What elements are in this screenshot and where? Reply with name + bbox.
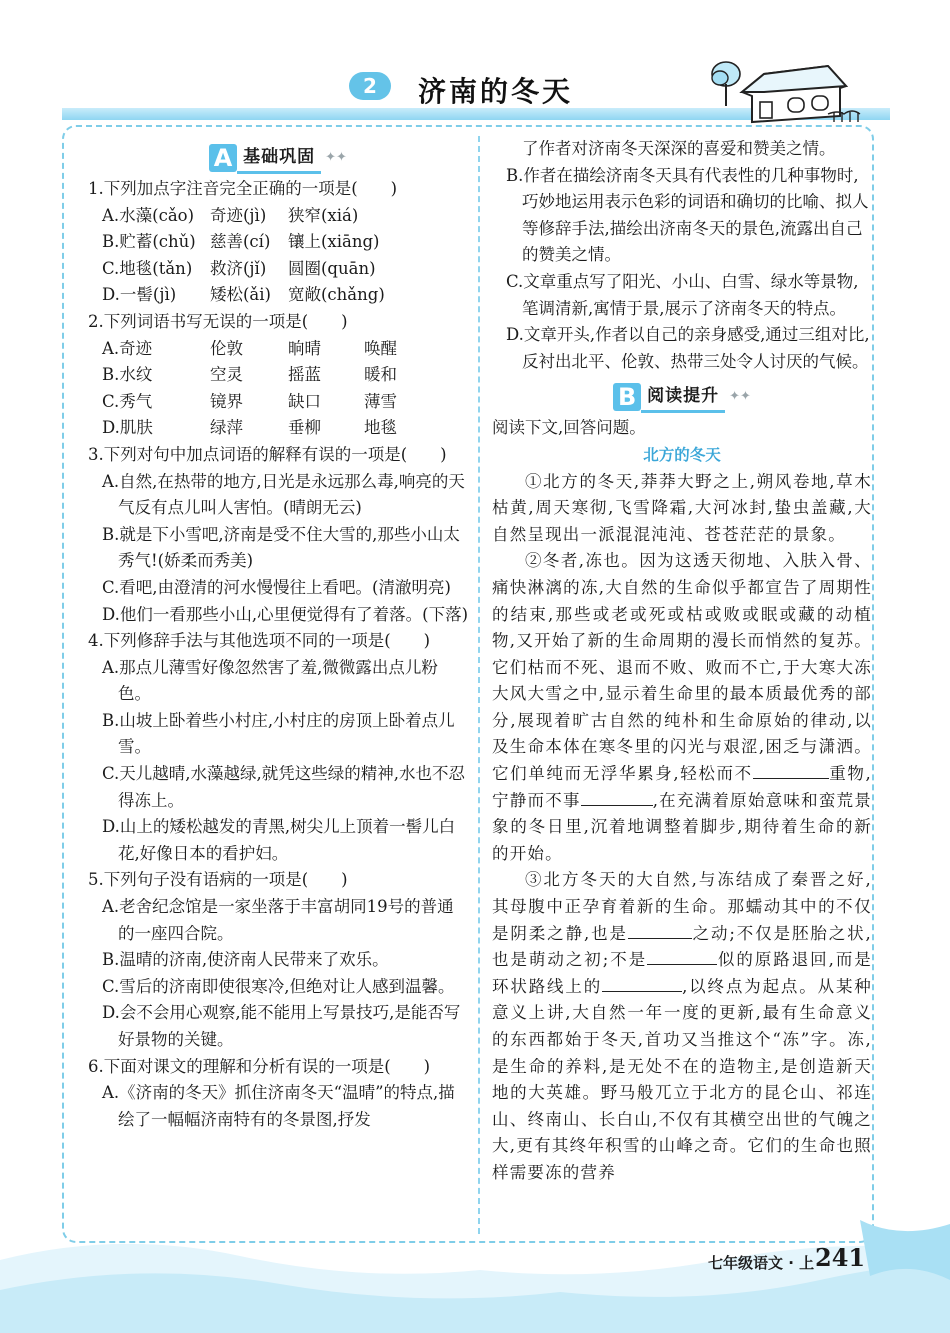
q6-option-c: C.文章重点写了阳光、小山、白雪、绿水等景物,笔调清新,寓情于景,展示了济南冬天的特点。 [506,271,859,318]
article-paragraph-1: ①北方的冬天,莽莽大野之上,朔风卷地,草木枯黄,周天寒彻,飞雪降霜,大河冰封,蛰虫盖藏,大自然呈现出一派混混沌沌、苍苍茫茫的景象。 [492,471,872,544]
answer-blank-2[interactable] [581,789,617,806]
q6-option-a-continued: 了作者对济南冬天深深的喜爱和赞美之情。 [522,139,836,158]
q2-c2: 镜界 [210,391,243,411]
footer-grade-label: 七年级语文 · 上 [708,1254,815,1272]
house-illustration-icon [708,56,868,132]
column-divider [478,136,480,1234]
q5-option-a: A.老舍纪念馆是一家坐落于丰富胡同19号的普通的一座四合院。 [102,897,454,943]
q1-row-d [88,282,468,309]
lesson-number-badge: 2 [349,72,391,100]
answer-blank-3[interactable] [628,922,692,939]
article-paragraph-2 [492,548,872,867]
q2-options [88,336,468,442]
q2-row-b [88,362,468,389]
q1-c2: 救济(jǐ) [210,258,267,278]
page-number: 241 [815,1243,866,1272]
article-title: 北方的冬天 [643,445,721,464]
q2-b1: B.水纹 [102,365,153,385]
q2-c4: 薄雪 [364,391,397,411]
p2-text-1: ②冬者,冻也。因为这透天彻地、入肤入骨、痛快淋漓的冻,大自然的生命似乎都宣告了周期性的结束,那些或老或死或枯或败或眠或藏的动植物,又开始了新的生命周期的漫长而悄然的复苏。它们枯而不死、退而不败、败而不亡,于大寒大冻大风大雪之中,显示着生命里的最本质最优秀的部分,展现着旷古自然的纯朴和生命原始的律动,以及生命本体在寒冬里的闪光与艰涩,困乏与潇洒。它们单纯而无浮华累身,轻松而不 [492,551,872,784]
q3-option-a: A.自然,在热带的地方,日光是永远那么毒,响亮的天气反有点儿叫人害怕。(晴朗无云) [102,471,465,518]
answer-blank-4[interactable] [647,948,717,965]
q2-row-d [88,415,468,442]
article-paragraph-3 [492,867,872,1186]
q1-d2: 矮松(ǎi) [210,285,271,305]
q1-a1: A.水藻(cǎo) [102,205,195,225]
article-body [492,469,872,1187]
q6-option-a: A.《济南的冬天》抓住济南冬天“温晴”的特点,描绘了一幅幅济南特有的冬景图,抒发 [102,1083,455,1129]
q2-b4: 暖和 [364,365,397,385]
q5-option-c: C.雪后的济南即使很寒冷,但绝对让人感到温馨。 [102,976,455,996]
section-a-heading [88,140,468,176]
q2-c1: C.秀气 [102,391,153,411]
q1-row-a [88,203,468,230]
left-column [88,136,468,1133]
q2-row-c [88,389,468,416]
p2-text-3: ,在充满着原始意味和蛮荒景象的冬日里,沉着地调整着脚步,期待着生命的新的开始。 [492,790,873,863]
q5-option-b: B.温晴的济南,使济南人民带来了欢乐。 [102,950,389,970]
q2-a3: 晌晴 [288,338,321,358]
answer-blank-5[interactable] [602,975,682,992]
q1-b1: B.贮蓄(chǔ) [102,232,196,252]
q2-d1: D.肌肤 [102,418,153,438]
q1-b3: 镶上(xiāng) [288,232,380,252]
q2-d2: 绿萍 [210,418,243,438]
q1-b2: 慈善(cí) [210,232,271,252]
q4-option-a: A.那点儿薄雪好像忽然害了羞,微微露出点儿粉色。 [102,657,438,704]
q2-stem: 2.下列词语书写无误的一项是( ) [88,311,348,331]
p3-text-2: 之动;不仅是胚胎之状,也是萌动之初;不是 [492,923,872,970]
q3-option-d: D.他们一看那些小山,心里便觉得有了着落。(下落) [102,604,469,624]
section-a-title: 基础巩固 [237,143,321,174]
p3-text-3: 似的原路退回,而是环状路线上的 [492,950,872,996]
q3-stem: 3.下列对句中加点词语的解释有误的一项是( ) [88,444,447,464]
q1-c1: C.地毯(tǎn) [102,258,193,278]
q3-option-c: C.看吧,由澄清的河水慢慢往上看吧。(清澈明亮) [102,577,451,597]
q2-a2: 伦敦 [210,338,243,358]
q1-a3: 狭窄(xiá) [288,205,359,225]
q5-option-d: D.会不会用心观察,能不能用上写景技巧,是能否写好景物的关键。 [102,1003,461,1049]
q1-row-c [88,256,468,283]
q2-a4: 唤醒 [364,338,397,358]
q1-stem: 1.下列加点字注音完全正确的一项是( ) [88,179,398,198]
q1-d3: 宽敞(chǎng) [288,285,385,305]
section-b-badge: B [613,383,641,411]
q1-c3: 圆圈(quān) [288,258,376,278]
answer-blank-2b[interactable] [617,789,653,806]
q6-option-b: B.作者在描绘济南冬天具有代表性的几种事物时,巧妙地运用表示色彩的词语和确切的比喻、拟人等修辞手法,描绘出济南冬天的景色,流露出自己的赞美之情。 [506,165,869,265]
footer-wave-decoration [0,1220,950,1333]
p3-text-4: ,以终点为起点。从某种意义上讲,大自然一年一度的更新,最有生命意义的东西都始于冬天,首功又当推这个“冻”字。冻,是生命的养料,是无处不在的造物主,是创造新天地的大英雄。野马般兀立于北方的昆仑山、祁连山、终南山、长白山,不仅有其横空出世的气魄之大,更有其终年积雪的山峰之奇。它们的生命也照样需要冻的营养 [492,976,873,1182]
lesson-title: 济南的冬天 [418,75,574,108]
q2-a1: A.奇迹 [102,338,153,358]
q4-option-d: D.山上的矮松越发的青黑,树尖儿上顶着一髻儿白花,好像日本的看护妇。 [102,817,456,863]
q4-option-b: B.山坡上卧着些小村庄,小村庄的房顶上卧着点儿雪。 [102,710,455,757]
q2-c3: 缺口 [288,391,321,411]
reading-intro: 阅读下文,回答问题。 [492,418,646,438]
p3-text-1: ③北方冬天的大自然,与冻结成了秦晋之好,其母腹中正孕育着新的生命。那蠕动其中的不仅是阴柔之静,也是 [492,870,872,943]
section-b-heading [492,379,872,415]
q2-b2: 空灵 [210,365,243,385]
q1-row-b [88,229,468,256]
right-column [492,136,872,1187]
stars-icon: ✦✦ [325,149,347,165]
q6-stem: 6.下面对课文的理解和分析有误的一项是( ) [88,1056,431,1076]
q3-option-b: B.就是下小雪吧,济南是受不住大雪的,那些小山太秀气!(娇柔而秀美) [102,524,460,571]
section-a-badge: A [209,144,237,172]
q5-stem: 5.下列句子没有语病的一项是( ) [88,870,348,890]
q1-d1: D.一髻(jì) [102,285,177,305]
q2-row-a [88,336,468,363]
section-b-title: 阅读提升 [641,382,725,413]
q2-d3: 垂柳 [288,418,321,438]
q1-options [88,203,468,309]
stars-icon: ✦✦ [729,389,751,405]
q2-b3: 摇蓝 [288,365,321,385]
answer-blank-1[interactable] [753,762,829,779]
q1-a2: 奇迹(jì) [210,205,267,225]
q4-option-c: C.天儿越晴,水藻越绿,就凭这些绿的精神,水也不忍得冻上。 [102,764,466,810]
q4-stem: 4.下列修辞手法与其他选项不同的一项是( ) [88,631,431,651]
q6-option-d: D.文章开头,作者以自己的亲身感受,通过三组对比,反衬出北平、伦敦、热带三处令人讨厌的气候。 [506,325,870,371]
q2-d4: 地毯 [364,418,397,438]
p2-text-2: 重物,宁静而不事 [492,764,872,810]
